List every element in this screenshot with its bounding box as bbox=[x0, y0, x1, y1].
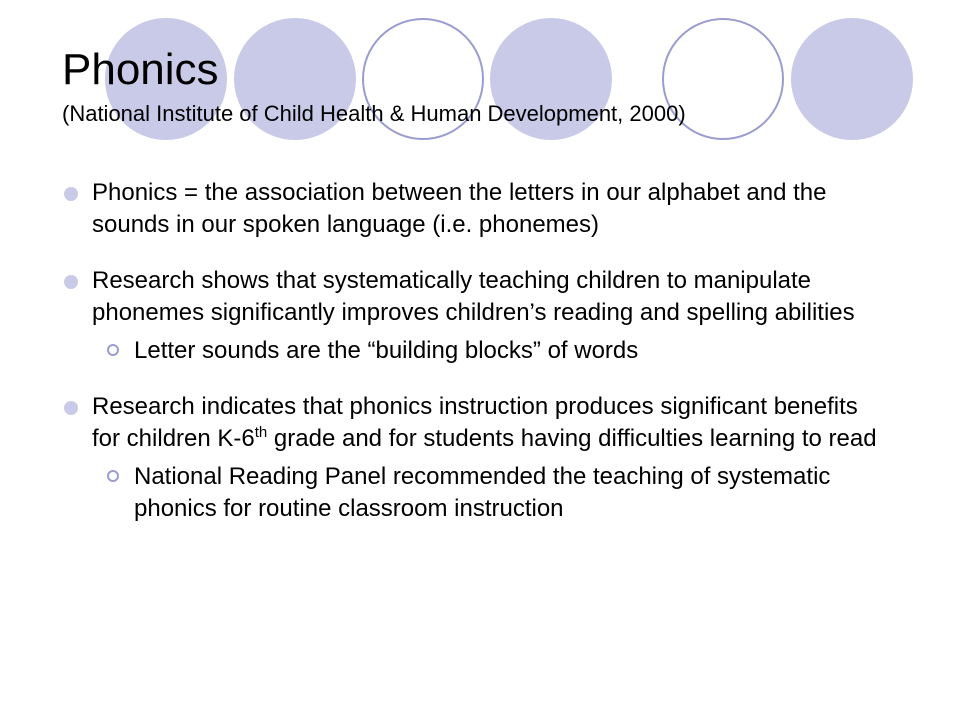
bullet-text-part2: grade and for students having difficulties learning to read bbox=[267, 425, 877, 452]
sub-bullet-text: National Reading Panel recommended the teaching of systematic phonics for routine classroom instruction bbox=[134, 463, 831, 522]
bullet-list bbox=[62, 177, 882, 525]
ring-bullet-icon bbox=[107, 344, 119, 356]
sub-bullet-item bbox=[62, 335, 882, 367]
bullet-item bbox=[62, 265, 882, 329]
bullet-item bbox=[62, 391, 882, 455]
ring-bullet-icon bbox=[107, 470, 119, 482]
bullet-dot-icon bbox=[64, 275, 78, 289]
sub-bullet-item bbox=[62, 461, 882, 525]
title-block bbox=[62, 44, 922, 128]
bullet-text: Research shows that systematically teaching children to manipulate phonemes significantly improves children’s reading and spelling abilities bbox=[92, 267, 855, 326]
bullet-text-part1: Research indicates that phonics instruction produces significant benefits for children K-6 bbox=[92, 393, 858, 452]
bullet-dot-icon bbox=[64, 401, 78, 415]
bullet-text-superscript: th bbox=[254, 424, 268, 441]
bullet-dot-icon bbox=[64, 187, 78, 201]
sub-bullet-text: Letter sounds are the “building blocks” of words bbox=[134, 337, 639, 364]
slide-title: Phonics bbox=[62, 45, 219, 94]
bullet-text: Phonics = the association between the letters in our alphabet and the sounds in our spoken language (i.e. phonemes) bbox=[92, 179, 827, 238]
slide-subtitle: (National Institute of Child Health & Human Development, 2000) bbox=[62, 101, 686, 126]
bullet-item bbox=[62, 177, 882, 241]
